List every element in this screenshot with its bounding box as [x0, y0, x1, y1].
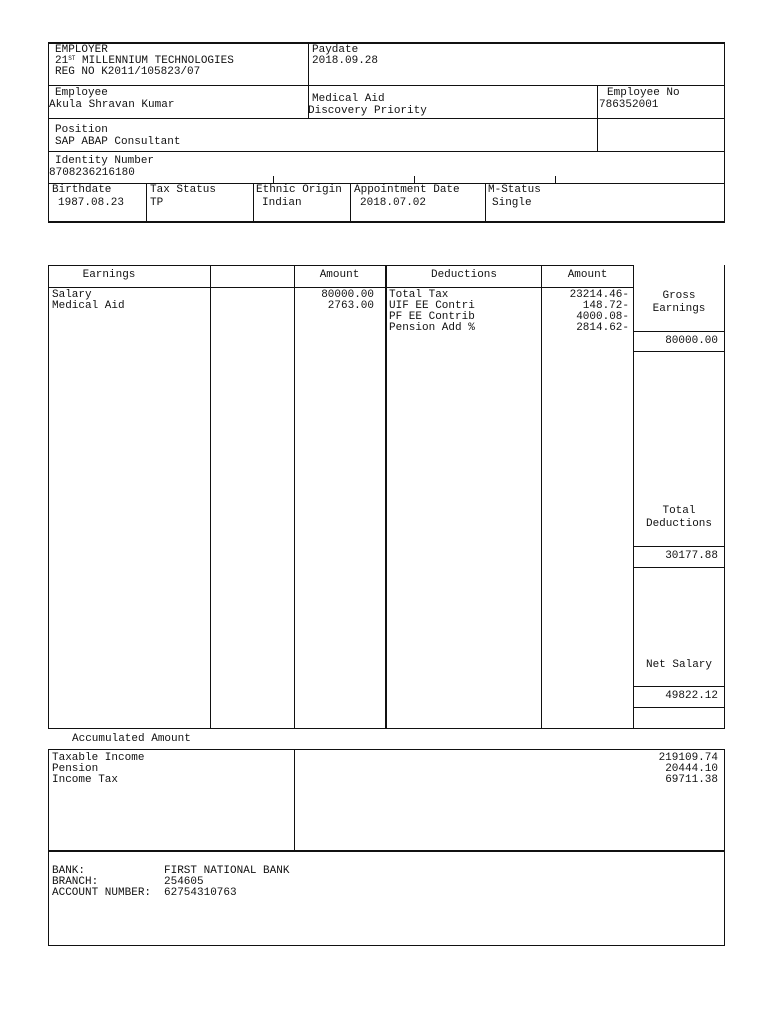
col-divider — [294, 749, 295, 851]
paydate-label: Paydate — [312, 44, 359, 56]
branch-code: 254605 — [164, 876, 204, 888]
mstatus-value: Single — [492, 197, 532, 209]
summary-divider — [633, 546, 725, 547]
col-divider — [210, 265, 211, 729]
earnings-labels — [52, 290, 125, 312]
bank-label: BANK: — [52, 865, 86, 877]
col-divider — [385, 265, 387, 729]
header-left-border — [48, 43, 49, 222]
col-divider — [485, 184, 486, 222]
position-value: SAP ABAP Consultant — [55, 136, 181, 148]
accumulated-labels — [52, 753, 144, 786]
summary-divider — [633, 351, 725, 352]
accumulated-amount: 219109.74 — [658, 752, 718, 764]
total-deductions-value: 30177.88 — [665, 550, 718, 562]
tick-mark — [273, 176, 274, 183]
col-divider — [146, 184, 147, 222]
gross-label-line: Gross — [662, 290, 696, 302]
ethnic-value: Indian — [262, 197, 302, 209]
appointment-label: Appointment Date — [354, 184, 460, 196]
tax-status-label: Tax Status — [150, 184, 217, 196]
summary-divider — [633, 567, 725, 568]
deduction-label: UIF EE Contri — [389, 300, 475, 312]
account-number: 62754310763 — [164, 887, 237, 899]
accumulated-top-border — [48, 749, 725, 750]
tax-status-value: TP — [150, 197, 164, 209]
total-ded-label-line: Deductions — [645, 518, 712, 530]
accumulated-amount: 69711.38 — [665, 774, 718, 786]
medical-aid-value: Discovery Priority — [308, 105, 427, 117]
position-label: Position — [55, 124, 108, 136]
earnings-amounts — [294, 290, 374, 312]
ethnic-label: Ethnic Origin — [256, 184, 342, 196]
deductions-amounts — [541, 290, 629, 334]
row-divider — [48, 151, 725, 152]
col-divider — [724, 265, 725, 729]
total-ded-label-line: Total — [662, 505, 696, 517]
accumulated-divider — [48, 850, 725, 852]
birthdate-value: 1987.08.23 — [58, 197, 125, 209]
gross-label-line: Earnings — [652, 303, 706, 315]
row-divider — [48, 118, 725, 119]
summary-divider — [633, 331, 725, 332]
deductions-labels — [389, 290, 475, 334]
col-divider — [541, 265, 542, 729]
row-divider — [48, 85, 725, 86]
accumulated-label: Pension — [52, 763, 99, 775]
col-divider — [48, 265, 49, 729]
bank-values — [164, 866, 289, 899]
employee-label: Employee — [55, 87, 108, 99]
employee-no-value: 786352001 — [599, 99, 659, 111]
accumulated-label: Income Tax — [52, 774, 119, 786]
deduction-amount: 148.72- — [582, 300, 629, 312]
medical-aid-label: Medical Aid — [312, 93, 385, 105]
header-right-border — [724, 43, 725, 222]
col-divider — [253, 184, 254, 222]
summary-divider — [633, 707, 725, 708]
gross-earnings-label — [634, 290, 724, 316]
summary-divider — [633, 686, 725, 687]
branch-label: BRANCH: — [52, 876, 99, 888]
bank-name: FIRST NATIONAL BANK — [164, 865, 290, 877]
bank-bottom-border — [48, 945, 725, 946]
earning-amount: 80000.00 — [321, 289, 374, 301]
identity-label: Identity Number — [55, 155, 155, 167]
deduction-label: Pension Add % — [389, 322, 475, 334]
net-salary-label: Net Salary — [645, 659, 712, 671]
accumulated-amounts — [600, 753, 718, 786]
paydate-value: 2018.09.28 — [312, 55, 379, 67]
account-label: ACCOUNT NUMBER: — [52, 887, 152, 899]
deduction-amount: 2814.62- — [576, 322, 629, 334]
accumulated-amount: 20444.10 — [665, 763, 718, 775]
table-header-divider — [48, 287, 634, 288]
gross-earnings-value: 80000.00 — [665, 335, 718, 347]
deduction-label: Total Tax — [389, 289, 449, 301]
accumulated-title: Accumulated Amount — [72, 733, 191, 745]
col-divider — [597, 86, 598, 152]
company-name: 21ST MILLENNIUM TECHNOLOGIES — [55, 55, 234, 67]
col-divider — [724, 749, 725, 946]
earnings-amount-header: Amount — [319, 269, 360, 281]
deduction-label: PF EE Contrib — [389, 311, 475, 323]
employer-label: EMPLOYER — [55, 44, 108, 56]
accumulated-label: Taxable Income — [52, 752, 145, 764]
earning-label: Salary — [52, 289, 92, 301]
reg-no: REG NO K2011/105823/07 — [55, 66, 201, 78]
appointment-value: 2018.07.02 — [360, 197, 427, 209]
mstatus-label: M-Status — [488, 184, 541, 196]
identity-value: 8708236216180 — [49, 167, 135, 179]
deductions-amount-header: Amount — [567, 269, 608, 281]
header-bottom-border — [48, 221, 725, 223]
deduction-amount: 23214.46- — [569, 289, 629, 301]
deductions-header: Deductions — [430, 269, 497, 281]
employee-no-label: Employee No — [607, 87, 680, 99]
table-top-border — [48, 265, 634, 266]
col-divider — [48, 749, 49, 946]
tick-mark — [414, 176, 415, 183]
col-divider — [350, 184, 351, 222]
earning-label: Medical Aid — [52, 300, 125, 312]
col-divider — [294, 265, 295, 729]
header-top-border — [48, 42, 725, 44]
employee-name: Akula Shravan Kumar — [49, 99, 175, 111]
tick-mark — [555, 176, 556, 183]
birthdate-label: Birthdate — [52, 184, 112, 196]
earning-amount: 2763.00 — [327, 300, 374, 312]
net-salary-value: 49822.12 — [665, 690, 718, 702]
bank-labels — [52, 866, 151, 899]
total-deductions-label — [634, 505, 724, 531]
deduction-amount: 4000.08- — [576, 311, 629, 323]
earnings-header: Earnings — [82, 269, 136, 281]
